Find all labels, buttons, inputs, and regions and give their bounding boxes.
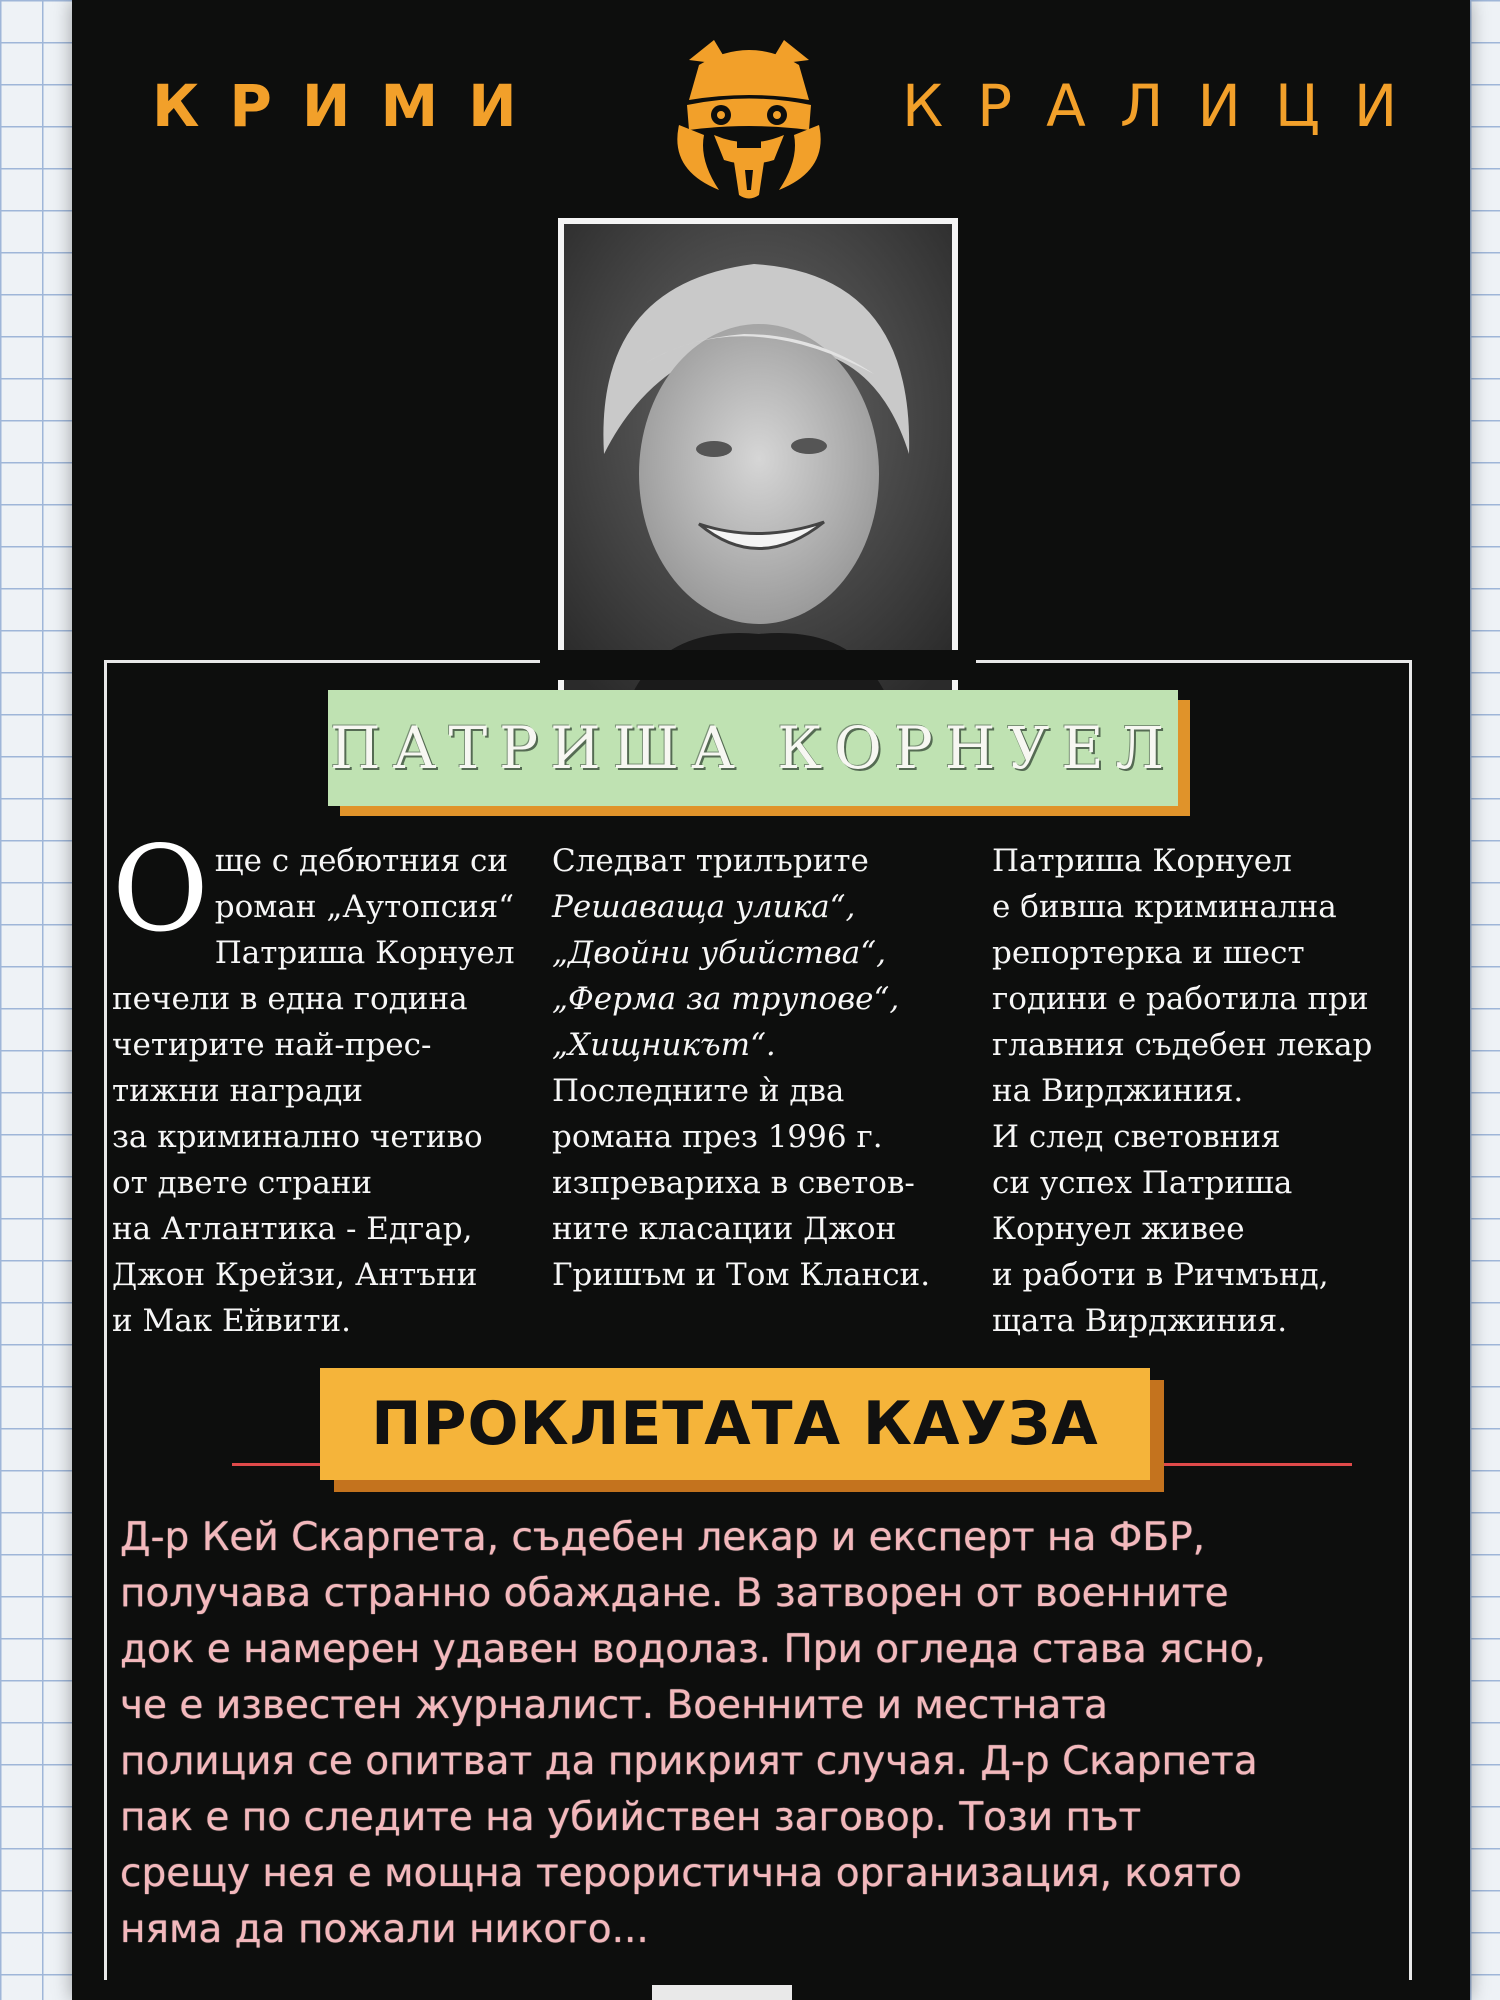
frame-gap <box>540 650 976 680</box>
series-header <box>72 30 1470 190</box>
synopsis-line: получава странно обаждане. В затворен от военните <box>120 1571 1229 1616</box>
author-name: ПАТРИША КОРНУЕЛ <box>329 714 1177 782</box>
bio-line: от двете страни <box>112 1165 373 1201</box>
bio-line: „Двойни убийства“, <box>552 935 886 971</box>
bio-line: ните класации Джон <box>552 1211 897 1247</box>
bio-line: за криминално четиво <box>112 1119 483 1155</box>
bio-line: „Хищникът“. <box>552 1027 776 1063</box>
bio-line: Патриша Корнуел <box>214 935 515 971</box>
bio-line: Джон Крейзи, Антъни <box>112 1257 478 1293</box>
synopsis-line: срещу нея е мощна терористична организация, която <box>120 1851 1242 1896</box>
bio-line: Корнуел живее <box>992 1211 1245 1247</box>
bio-line: щата Вирджиния. <box>992 1303 1288 1339</box>
publisher-mark-fragment <box>652 1985 792 2000</box>
synopsis-line: полиция се опитват да прикрият случая. Д-р Скарпета <box>120 1739 1258 1784</box>
title-band-plate <box>320 1368 1150 1480</box>
bio-line: печели в една година <box>112 981 468 1017</box>
bio-line: е бивша криминална <box>992 889 1337 925</box>
bio-line: Последните ѝ два <box>552 1073 845 1109</box>
title-underline-right <box>1162 1463 1352 1466</box>
bio-line: изпревариха в светов- <box>552 1165 915 1201</box>
bio-line: и Мак Ейвити. <box>112 1303 352 1339</box>
bio-dropcap: О <box>112 820 209 958</box>
bio-column-2 <box>552 838 972 1298</box>
bio-column-1 <box>112 820 532 1344</box>
title-underline-left <box>232 1463 332 1466</box>
bio-line: тижни награди <box>112 1073 363 1109</box>
author-portrait <box>558 218 958 720</box>
bio-line: на Вирджиния. <box>992 1073 1244 1109</box>
bio-line: роман „Аутопсия“ <box>214 889 515 925</box>
series-name-right: КРАЛИЦИ <box>902 72 1432 140</box>
synopsis-line: няма да пожали никого... <box>120 1907 649 1952</box>
book-back-cover <box>72 0 1470 2000</box>
bio-line: И след световния <box>992 1119 1281 1155</box>
bio-line: си успех Патриша <box>992 1165 1293 1201</box>
author-name-band <box>328 690 1188 820</box>
tiger-mask-icon <box>659 30 839 205</box>
bio-line: Решаваща улика“, <box>552 889 856 925</box>
synopsis-line: че е известен журналист. Военните и местната <box>120 1683 1108 1728</box>
bio-line: главния съдебен лекар <box>992 1027 1373 1063</box>
bio-line: четирите най-прес- <box>112 1027 432 1063</box>
bio-line: романа през 1996 г. <box>552 1119 883 1155</box>
bio-line: и работи в Ричмънд, <box>992 1257 1329 1293</box>
bio-line: на Атлантика - Едгар, <box>112 1211 473 1247</box>
bio-line: Гришъм и Том Кланси. <box>552 1257 931 1293</box>
synopsis <box>120 1510 1420 1958</box>
bio-line: „Ферма за трупове“, <box>552 981 900 1017</box>
author-band-plate <box>328 690 1178 806</box>
bio-line: Следват трилърите <box>552 843 869 879</box>
book-title: ПРОКЛЕТАТА КАУЗА <box>371 1389 1099 1459</box>
bio-column-3 <box>992 838 1432 1344</box>
synopsis-line: док е намерен удавен водолаз. При огледа става ясно, <box>120 1627 1266 1672</box>
bio-line: репортерка и шест <box>992 935 1305 971</box>
book-title-band <box>320 1368 1166 1498</box>
bio-line: ще с дебютния си <box>214 843 508 879</box>
series-name-left: КРИМИ <box>152 72 547 140</box>
bio-line: години е работила при <box>992 981 1369 1017</box>
synopsis-line: пак е по следите на убийствен заговор. Този път <box>120 1795 1142 1840</box>
bio-line: Патриша Корнуел <box>992 843 1292 879</box>
synopsis-line: Д-р Кей Скарпета, съдебен лекар и експерт на ФБР, <box>120 1515 1206 1560</box>
